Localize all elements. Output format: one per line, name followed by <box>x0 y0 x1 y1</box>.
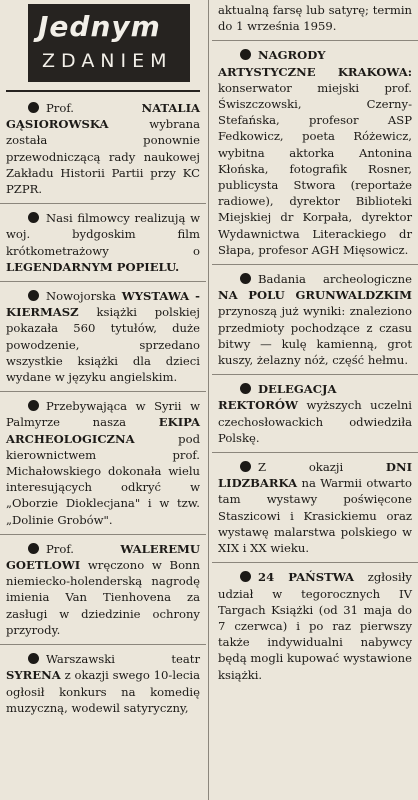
news-item <box>218 45 412 258</box>
news-item <box>218 379 412 446</box>
item-text: książki polskiej pokazała 560 tytułów, duże powodzenie, sprzedano wszystkie książki dla dzieci wydane w języku angielskim. <box>6 305 201 385</box>
bullet-icon <box>240 461 251 472</box>
item-highlight: WALEREMU GOETLOWI <box>6 541 200 573</box>
column-divider <box>208 0 209 800</box>
item-text: na Warmii otwarto tam wystawy poświęcone Staszicowi i Krasickiemu oraz wystawę malarstwa polskiego w XIX i XX wieku. <box>218 476 412 556</box>
item-text: przynoszą już wyniki: znaleziono przedmioty pochodzące z czasu bitwy — kulę kamienną, grot kuszy, żelazny nóż, część hełmu. <box>218 304 412 368</box>
item-highlight: NA POLU GRUNWALDZKIM <box>218 288 412 303</box>
divider <box>212 374 418 375</box>
item-text: wyższych uczelni czechosłowackich odwiedziła Polskę. <box>218 398 412 445</box>
item-text: wybrana została ponownie przewodniczącą rady naukowej Zakładu Historii Partii przy KC PZPR. <box>6 117 200 197</box>
divider <box>0 644 206 645</box>
bullet-icon <box>28 400 39 411</box>
divider <box>212 562 418 563</box>
bullet-icon <box>28 653 39 664</box>
item-lead: Prof. <box>46 101 74 115</box>
divider <box>0 534 206 535</box>
item-highlight: LEGENDARNYM POPIELU. <box>6 259 180 274</box>
heading-rule <box>6 90 200 92</box>
divider <box>0 391 206 392</box>
divider <box>212 264 418 265</box>
bullet-icon <box>28 212 39 223</box>
item-text: zgłosiły udział w tegorocznych IV Targach Książki (od 31 maja do 7 czerwca) i po raz pierwszy także indywidualni nabywcy będą mogli kupować wystawione książki. <box>218 570 412 682</box>
item-lead: Przebywająca w Syrii w Palmyrze nasza <box>6 399 200 430</box>
bullet-icon <box>28 102 39 113</box>
bullet-icon <box>28 290 39 301</box>
continuation-text: aktualną farsę lub satyrę; termin do 1 września 1959. <box>218 3 412 34</box>
item-lead: Prof. <box>46 541 74 556</box>
section-heading <box>28 4 190 82</box>
news-item <box>6 98 200 197</box>
right-column <box>212 0 418 689</box>
item-highlight: EKIPA ARCHEOLOGICZNA <box>6 415 200 446</box>
item-highlight: DNI LIDZBARKA <box>218 460 412 491</box>
bullet-icon <box>240 383 251 394</box>
item-highlight: NAGRODY ARTYSTYCZNE KRAKOWA: <box>218 48 412 79</box>
bullet-icon <box>240 571 251 582</box>
item-highlight: SYRENA <box>6 668 61 683</box>
divider <box>212 40 418 41</box>
news-item <box>6 396 200 528</box>
item-highlight: NATALIA GĄSIOROWSKA <box>6 101 200 132</box>
news-item <box>218 567 412 682</box>
item-lead: Nowojorska <box>46 289 117 304</box>
item-lead: Nasi filmowcy realizują w woj. bydgoskim film krótkometrażowy o <box>6 211 200 258</box>
divider <box>0 281 206 282</box>
news-item <box>6 649 200 716</box>
bullet-icon <box>240 49 251 60</box>
news-item <box>6 286 200 385</box>
divider <box>0 203 206 204</box>
item-highlight: DELEGACJA REKTORÓW <box>218 382 337 413</box>
item-lead: Z okazji <box>258 460 344 475</box>
news-item <box>6 539 200 638</box>
news-item <box>218 269 412 368</box>
left-column <box>0 0 206 722</box>
news-item <box>6 208 200 275</box>
item-lead: Badania archeologiczne <box>258 272 412 287</box>
item-text: wręczono w Bonn niemiecko-holenderską nagrodę imienia Van Tienhovena za zasługi w dziedzinie ochrony przyrody. <box>6 558 200 637</box>
item-text: pod kierownictwem prof. Michałowskiego dokonała wielu interesujących odkryć w „Oborzie Dioklecjana" i w tzw. „Dolinie Grobów". <box>6 431 200 527</box>
news-item <box>218 457 412 556</box>
item-text: z okazji swego 10-lecia ogłosił konkurs na komedię muzyczną, wodewil satyryczny, <box>6 668 201 715</box>
item-highlight: 24 PAŃSTWA <box>258 570 354 585</box>
item-lead: Warszawski teatr <box>46 652 200 667</box>
heading-line2: ZDANIEM <box>42 50 173 72</box>
bullet-icon <box>28 543 39 554</box>
item-text: konserwator miejski prof. Świszczowski, Czerny-Stefańska, profesor ASP Fedkowicz, poeta Różewicz, wybitna aktorka Antonina Kłońska, fotografik Rosner, publicysta Stwora (reportaże radiowe), dyrektor Biblioteki Miejskiej dr Korpała, dyrektor Wydawnictwa Literackiego dr Słapa, profesor AGH Mięsowicz. <box>218 80 412 257</box>
divider <box>212 452 418 453</box>
bullet-icon <box>240 273 251 284</box>
item-highlight: WYSTAWA - KIERMASZ <box>6 289 200 320</box>
heading-line1: Jednym <box>38 10 161 43</box>
